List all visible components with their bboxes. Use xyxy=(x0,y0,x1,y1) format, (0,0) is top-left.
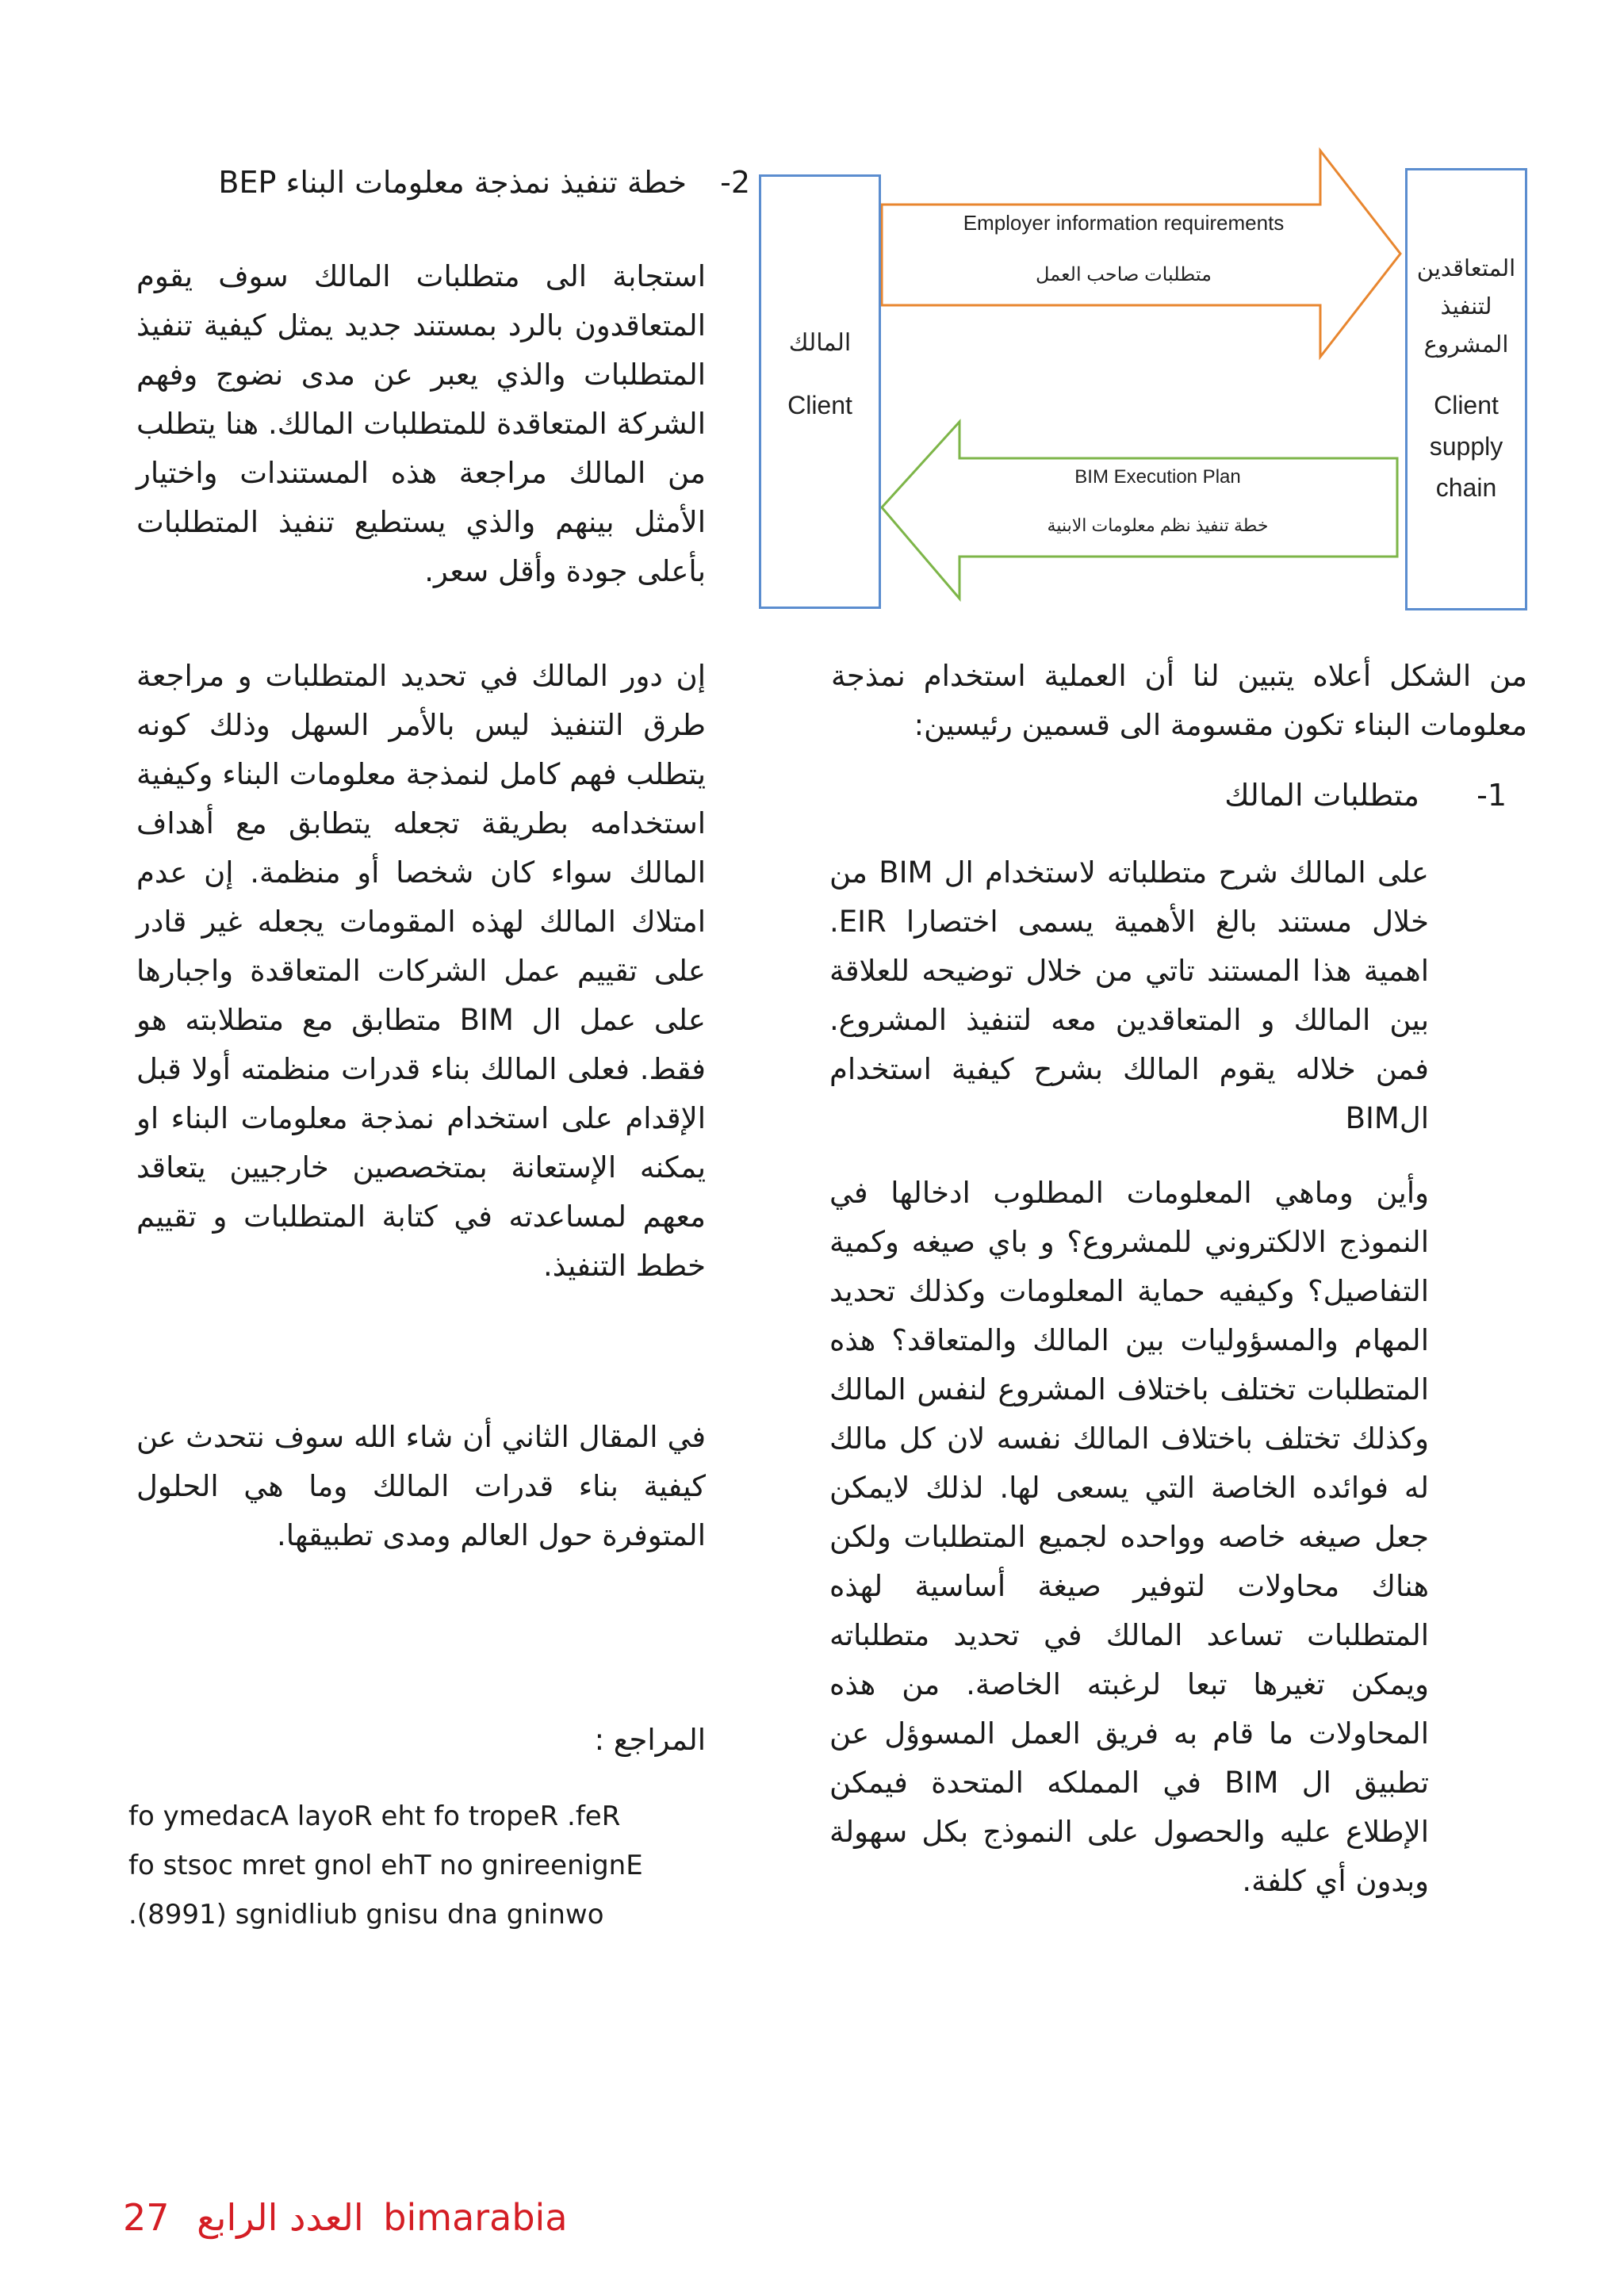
execution-plan-label-en: BIM Execution Plan xyxy=(1074,466,1241,488)
issue-label: العدد الرابع xyxy=(197,2196,364,2239)
contractors-ar-line: المتعاقدين xyxy=(1416,256,1516,281)
requirements-arrow xyxy=(882,151,1400,357)
reference-line: fo stsoc mret gnol ehT no gnireenignE xyxy=(128,1850,643,1881)
item1-number: 1- xyxy=(1477,778,1507,813)
requirements-label-ar: متطلبات صاحب العمل xyxy=(1036,264,1212,285)
section-title: خطة تنفيذ نمذجة معلومات البناء BEP xyxy=(218,165,687,200)
references-list xyxy=(128,1792,643,1939)
contractors-ar-line: المشروع xyxy=(1423,332,1509,358)
contractors-ar-line: لتنفيذ xyxy=(1440,294,1492,320)
left-intro: من الشكل أعلاه يتبين لنا أن العملية استخدام نمذجة معلومات البناء تكون مقسومة الى قسمين رئيسين: xyxy=(831,659,1527,742)
left-paragraph-1: على المالك شرح متطلباته لاستخدام ال BIM من خلال مستند بالغ الأهمية يسمى اختصارا EIR. اهمية هذا المستند تاتي من خلال توضيحه للعلاقة بين المالك و المتعاقدين معه لتنفيذ المشروع. فمن خلاله يقوم المالك بشرح كيفية استخدام الBIM xyxy=(829,855,1429,1135)
contractors-en-line: supply xyxy=(1429,432,1503,461)
contractors-box xyxy=(1405,168,1527,610)
execution-plan-label-ar: خطة تنفيذ نظم معلومات الابنية xyxy=(1047,515,1269,535)
requirements-label-en: Employer information requirements xyxy=(963,211,1285,235)
owner-box xyxy=(759,174,881,609)
right-paragraph-1: استجابة الى متطلبات المالك سوف يقوم المتعاقدون بالرد بمستند جديد يمثل كيفية تنفيذ المتطلبات والذي يعبر عن مدى نضوج وفهم الشركة المتعاقدة للمتطلبات المالك. هنا يتطلب من المالك مراجعة هذه المستندات واختيار الأمثل بينهم والذي يستطيع تنفيذ المتطلبات بأعلى جودة وأقل سعر. xyxy=(136,259,706,588)
contractors-label-ar xyxy=(1408,250,1525,364)
owner-label-ar: المالك xyxy=(788,330,852,356)
item1-title: متطلبات المالك xyxy=(1224,778,1419,813)
brand-name: bimarabia xyxy=(383,2196,568,2239)
item1-heading xyxy=(1224,775,1507,815)
contractors-label-en xyxy=(1408,385,1525,508)
section-number: 2- xyxy=(720,165,750,200)
contractors-en-line: chain xyxy=(1435,473,1497,502)
contractors-en-line: Client xyxy=(1434,391,1499,419)
page-number: 27 xyxy=(123,2196,170,2239)
reference-line: fo ymedacA layoR eht fo tropeR .feR xyxy=(128,1800,621,1832)
left-paragraph-2: وأين وماهي المعلومات المطلوب ادخالها في النموذج الالكتروني للمشروع؟ و باي صيغه وكمية التفاصيل؟ وكيفيه حماية المعلومات وكذلك تحديد المهام والمسؤوليات بين المالك والمتعاقد؟ هذه المتطلبات تختلف باختلاف المشروع لنفس المالك وكذلك تختلف باختلاف المالك نفسه لان كل مالك له فوائده الخاصة التي يسعى لها. لذلك لايمكن جعل صيغه خاصه وواحده لجميع المتطلبات ولكن هناك محاولات لتوفير صيغة أساسية لهذه المتطلبات تساعد المالك في تحديد متطلباته ويمكن تغيرها تبعا لرغبته الخاصة. من هذه المحاولات ما قام به فريق العمل المسوؤل عن تطبيق ال BIM في المملكه المتحدة فيمكن الإطلاع عليه والحصول على النموذج بكل سهولة وبدون أي كلفة. xyxy=(829,1176,1429,1898)
owner-label-en: Client xyxy=(787,391,852,419)
references-title: المراجع : xyxy=(594,1723,706,1757)
page-footer xyxy=(123,2196,568,2239)
execution-plan-arrow xyxy=(882,422,1397,599)
reference-line: .(8991) sgnidliub gnisu dna gninwo xyxy=(128,1899,604,1931)
right-paragraph-2: إن دور المالك في تحديد المتطلبات و مراجعة طرق التنفيذ ليس بالأمر السهل وذلك كونه يتطلب فهم كامل لنمذجة معلومات البناء وكيفية استخدامه بطريقة تجعله يتطابق مع أهداف المالك سواء كان شخصا أو منظمة. إن عدم امتلاك المالك لهذه المقومات يجعله غير قادر على تقييم عمل الشركات المتعاقدة واجبارها على عمل ال BIM متطابق مع متطلابته هو فقط. فعلى المالك بناء قدرات منظمته أولا قبل الإقدام على استخدام نمذجة معلومات البناء او يمكنه الإستعانة بمتخصصين خارجيين يتعاقد معهم لمساعدته في كتابة المتطلبات و تقييم خطط التنفيذ. xyxy=(136,659,706,1283)
right-paragraph-3: في المقال الثاني أن شاء الله سوف نتحدث عن كيفية بناء قدرات المالك وما هي الحلول المتوفرة حول العالم ومدى تطبيقها. xyxy=(136,1420,706,1552)
